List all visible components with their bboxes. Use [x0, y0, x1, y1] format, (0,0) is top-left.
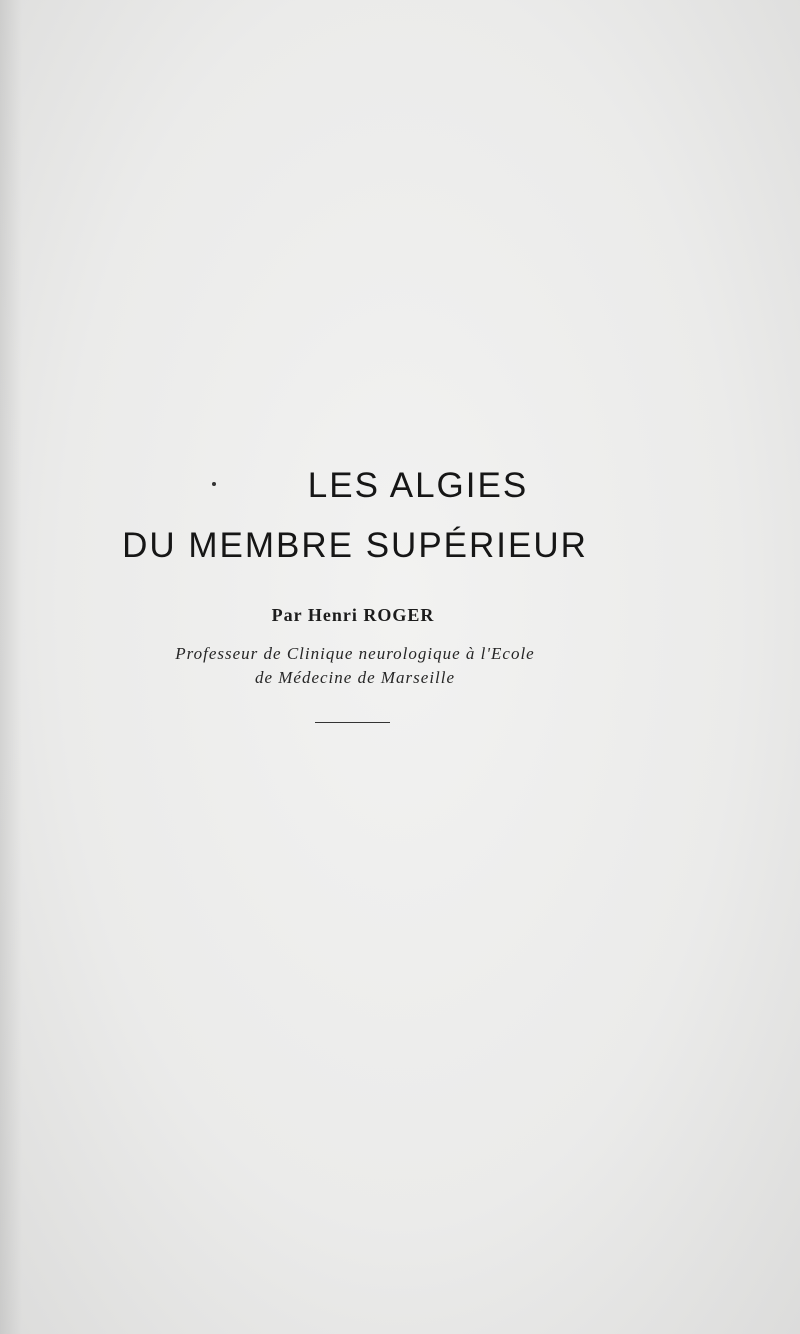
affiliation-line-2: de Médecine de Marseille	[254, 668, 456, 687]
author-byline: Par Henri ROGER	[271, 605, 435, 625]
title-line-1: LES ALGIES	[307, 466, 529, 505]
separator-rule	[315, 722, 390, 723]
author-affiliation	[140, 642, 570, 690]
title-line-2: DU MEMBRE SUPÉRIEUR	[122, 526, 588, 565]
affiliation-line-1: Professeur de Clinique neurologique à l'Ecole	[175, 644, 535, 663]
